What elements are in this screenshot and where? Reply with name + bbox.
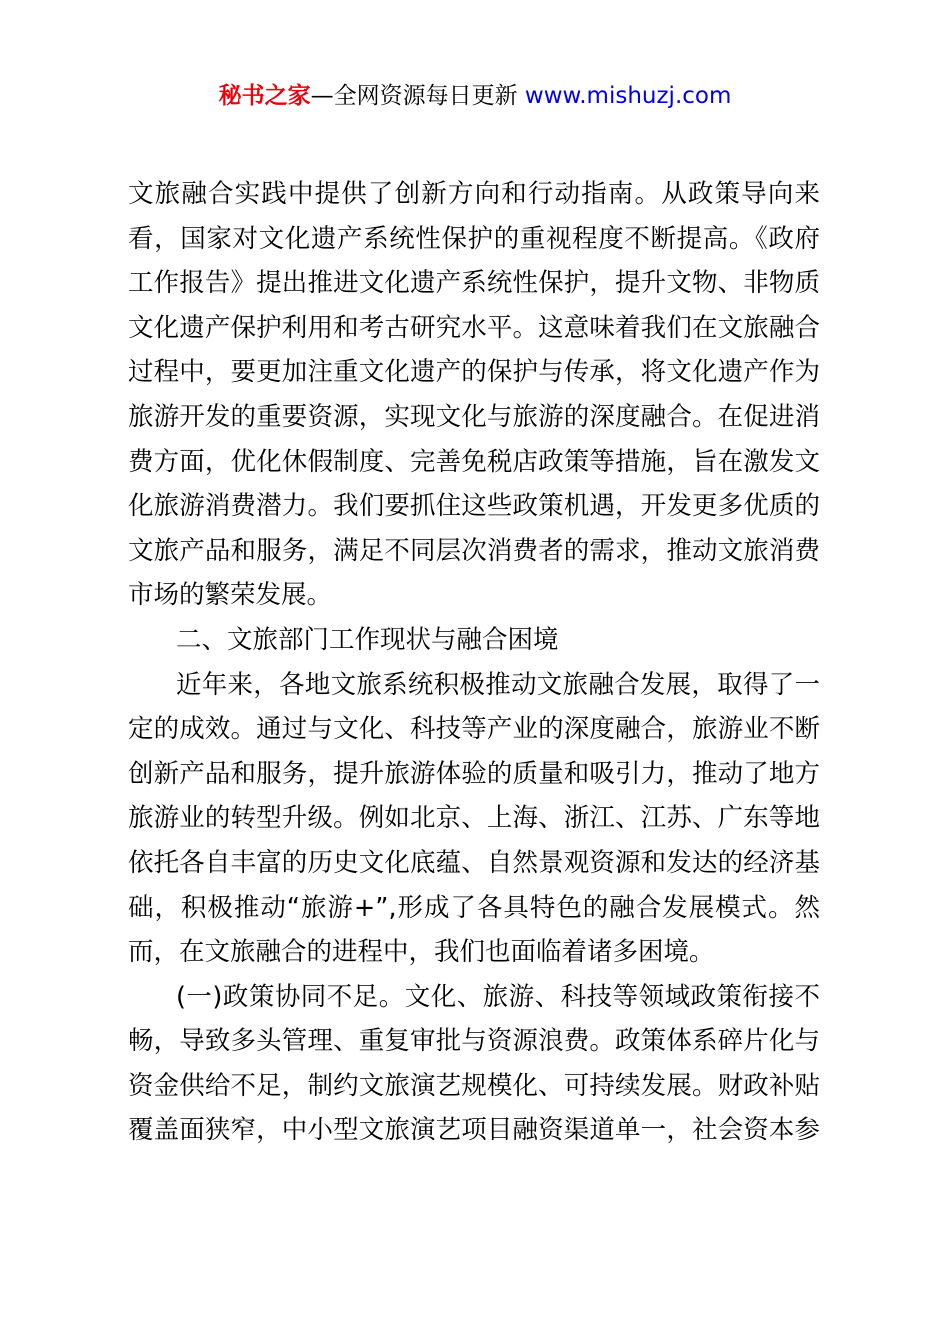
text-line: 础，积极推动“旅游+”,形成了各具特色的融合发展模式。然 — [128, 892, 820, 923]
page-header — [0, 80, 950, 112]
text-line: 二、文旅部门工作现状与融合困境 — [176, 624, 559, 655]
text-line: 覆盖面狭窄，中小型文旅演艺项目融资渠道单一，社会资本参 — [128, 1115, 820, 1146]
text-line: 旅游开发的重要资源，实现文化与旅游的深度融合。在促进消 — [128, 401, 820, 432]
text-line: 畅，导致多头管理、重复审批与资源浪费。政策体系碎片化与 — [128, 1026, 820, 1057]
body-text — [128, 172, 820, 1153]
text-line: 依托各自丰富的历史文化底蕴、自然景观资源和发达的经济基 — [128, 847, 820, 878]
text-line: 过程中，要更加注重文化遗产的保护与传承，将文化遗产作为 — [128, 357, 820, 388]
header-brand: 秘书之家 — [218, 83, 311, 109]
text-line: (一)政策协同不足。文化、旅游、科技等领域政策衔接不 — [176, 981, 820, 1012]
text-line: 创新产品和服务，提升旅游体验的质量和吸引力，推动了地方 — [128, 758, 820, 789]
text-line: 定的成效。通过与文化、科技等产业的深度融合，旅游业不断 — [128, 714, 820, 745]
text-line: 近年来，各地文旅系统积极推动文旅融合发展，取得了一 — [176, 669, 820, 700]
text-line: 看，国家对文化遗产系统性保护的重视程度不断提高。《政府 — [128, 223, 820, 254]
text-line: 市场的繁荣发展。 — [128, 580, 333, 611]
text-line: 费方面，优化休假制度、完善免税店政策等措施，旨在激发文 — [128, 446, 820, 477]
text-line: 文旅产品和服务，满足不同层次消费者的需求，推动文旅消费 — [128, 535, 820, 566]
text-line: 资金供给不足，制约文旅演艺规模化、可持续发展。财政补贴 — [128, 1070, 820, 1101]
text-line: 文化遗产保护利用和考古研究水平。这意味着我们在文旅融合 — [128, 312, 820, 343]
header-tagline: —全网资源每日更新 — [310, 83, 518, 109]
text-line: 旅游业的转型升级。例如北京、上海、浙江、江苏、广东等地 — [128, 803, 820, 834]
text-line: 而，在文旅融合的进程中，我们也面临着诸多困境。 — [128, 937, 715, 968]
text-line: 工作报告》提出推进文化遗产系统性保护，提升文物、非物质 — [128, 268, 820, 299]
text-line: 文旅融合实践中提供了创新方向和行动指南。从政策导向来 — [128, 179, 820, 209]
text-line: 化旅游消费潜力。我们要抓住这些政策机遇，开发更多优质的 — [128, 491, 820, 522]
header-url-link[interactable]: www.mishuzj.com — [524, 83, 732, 109]
